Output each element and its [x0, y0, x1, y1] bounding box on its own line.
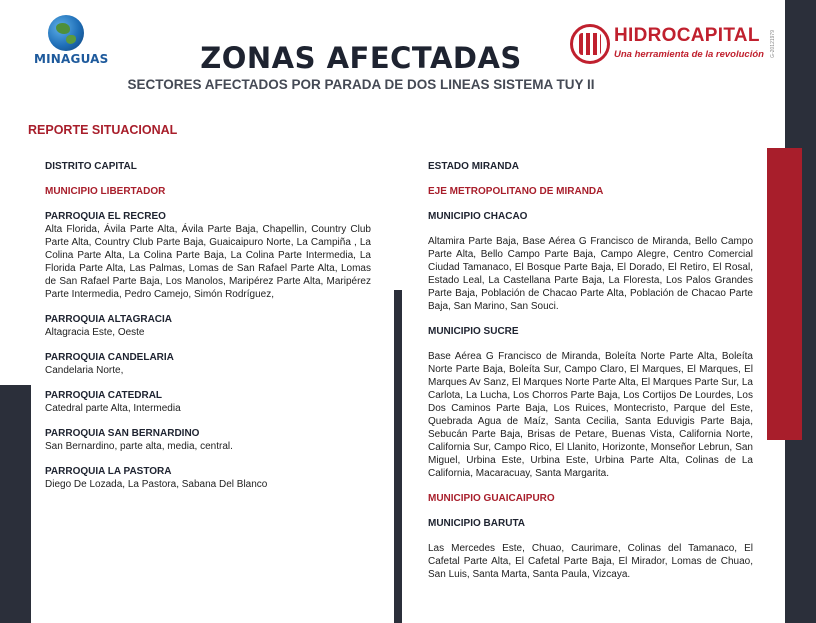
right-column [428, 160, 753, 581]
parish-name: PARROQUIA CATEDRAL [45, 390, 163, 401]
parish-block [45, 465, 371, 491]
parish-block [45, 351, 371, 377]
municipality-guaicaipuro-heading: MUNICIPIO GUAICAIPURO [428, 493, 555, 504]
municipality-sucre-sectors: Base Aérea G Francisco de Miranda, Boleíta Norte Parte Alta, Boleíta Norte Parte Baja, Boleíta Sur, Campo Claro, El Marques, El Marques, El Marques Av Sanz, El Marques Norte Parte Alta, El Marques Parte Sur, La Carlota, La Lucha, Los Chorros Parte Baja, Los Cortijos De Lourdes, Los Dos Caminos Parte Baja, Los Ruices, Montecristo, Parque del Este, Quebrada Agua de Maíz, Santa Cecilia, Santa Eduvigis Parte Baja, Sebucán Parte Baja, Brisas de Petare, Buenas Vista, California Norte, California Sur, Campo Rico, El Llanito, Horizonte, Monseñor Lebrun, San Miguel, Urbina Este, Urbina Este, Urbina Parte Alta, Colinas de La California, Macaracuay, Santa Margarita. [428, 351, 753, 479]
parish-block [45, 389, 371, 415]
parish-sectors: Diego De Lozada, La Pastora, Sabana Del Blanco [45, 479, 268, 490]
parish-name: PARROQUIA SAN BERNARDINO [45, 428, 200, 439]
left-decorative-strip [0, 385, 31, 623]
left-column [45, 160, 371, 491]
parish-sectors: San Bernardino, parte alta, media, central. [45, 441, 233, 452]
parish-sectors: Alta Florida, Ávila Parte Alta, Ávila Parte Baja, Chapellin, Country Club Parte Alta, Country Club Parte Baja, Guaicaipuro Norte, La Campiña , La Colina Parte Alta, La Colina Parte Baja, La Colina Parte Intermedia, La Florida Parte Alta, Las Palmas, Lomas de San Rafael Parte Alta, Lomas de San Rafael Parte Baja, Los Manolos, Maripérez Parte Alta, Maripérez Parte Intermedia, Pedro Camejo, Simón Rodríguez, [45, 224, 371, 300]
parish-name: PARROQUIA CANDELARIA [45, 352, 174, 363]
municipality-baruta-heading: MUNICIPIO BARUTA [428, 518, 526, 529]
municipality-sucre-heading: MUNICIPIO SUCRE [428, 326, 519, 337]
parish-name: PARROQUIA EL RECREO [45, 211, 166, 222]
hidrocapital-rif: G-20121979 [770, 30, 776, 58]
parish-block [45, 313, 371, 339]
parish-block [45, 210, 371, 301]
district-heading: DISTRITO CAPITAL [45, 161, 137, 172]
report-label: REPORTE SITUACIONAL [28, 123, 178, 137]
hidrocapital-name: HIDROCAPITAL [614, 25, 760, 46]
parish-name: PARROQUIA ALTAGRACIA [45, 314, 173, 325]
parish-sectors: Altagracia Este, Oeste [45, 327, 145, 338]
page-subtitle: SECTORES AFECTADOS POR PARADA DE DOS LINEAS SISTEMA TUY II [127, 77, 595, 92]
parish-block [45, 427, 371, 453]
hidrocapital-slogan: Una herramienta de la revolución [614, 49, 764, 60]
center-divider [394, 290, 402, 623]
municipality-chacao-heading: MUNICIPIO CHACAO [428, 211, 528, 222]
red-accent-bar [767, 148, 802, 440]
page-title: ZONAS AFECTADAS [200, 41, 522, 75]
state-heading: ESTADO MIRANDA [428, 161, 519, 172]
parish-sectors: Catedral parte Alta, Intermedia [45, 403, 181, 414]
municipality-baruta-sectors: Las Mercedes Este, Chuao, Caurimare, Colinas del Tamanaco, El Cafetal Parte Alta, El Cafetal Parte Baja, El Mirador, Lomas de Chuao, San Luis, Santa Marta, Santa Paula, Vizcaya. [428, 543, 753, 580]
minaguas-logo-text: MINAGUAS [34, 52, 109, 66]
parish-sectors: Candelaria Norte, [45, 365, 124, 376]
municipality-heading: MUNICIPIO LIBERTADOR [45, 186, 166, 197]
axis-heading: EJE METROPOLITANO DE MIRANDA [428, 186, 604, 197]
parish-name: PARROQUIA LA PASTORA [45, 466, 172, 477]
municipality-chacao-sectors: Altamira Parte Baja, Base Aérea G Francisco de Miranda, Bello Campo Parte Alta, Bello Campo Parte Baja, Campo Alegre, Centro Comercial Ciudad Tamanaco, El Bosque Parte Baja, El Dorado, El Retiro, El Rosal, Estado Leal, La Castellana Parte Baja, La Floresta, Los Palos Grandes Parte Baja, Población de Chacao Parte Alta, Población de Chacao Parte Baja, San Marino, San Souci. [428, 236, 753, 312]
